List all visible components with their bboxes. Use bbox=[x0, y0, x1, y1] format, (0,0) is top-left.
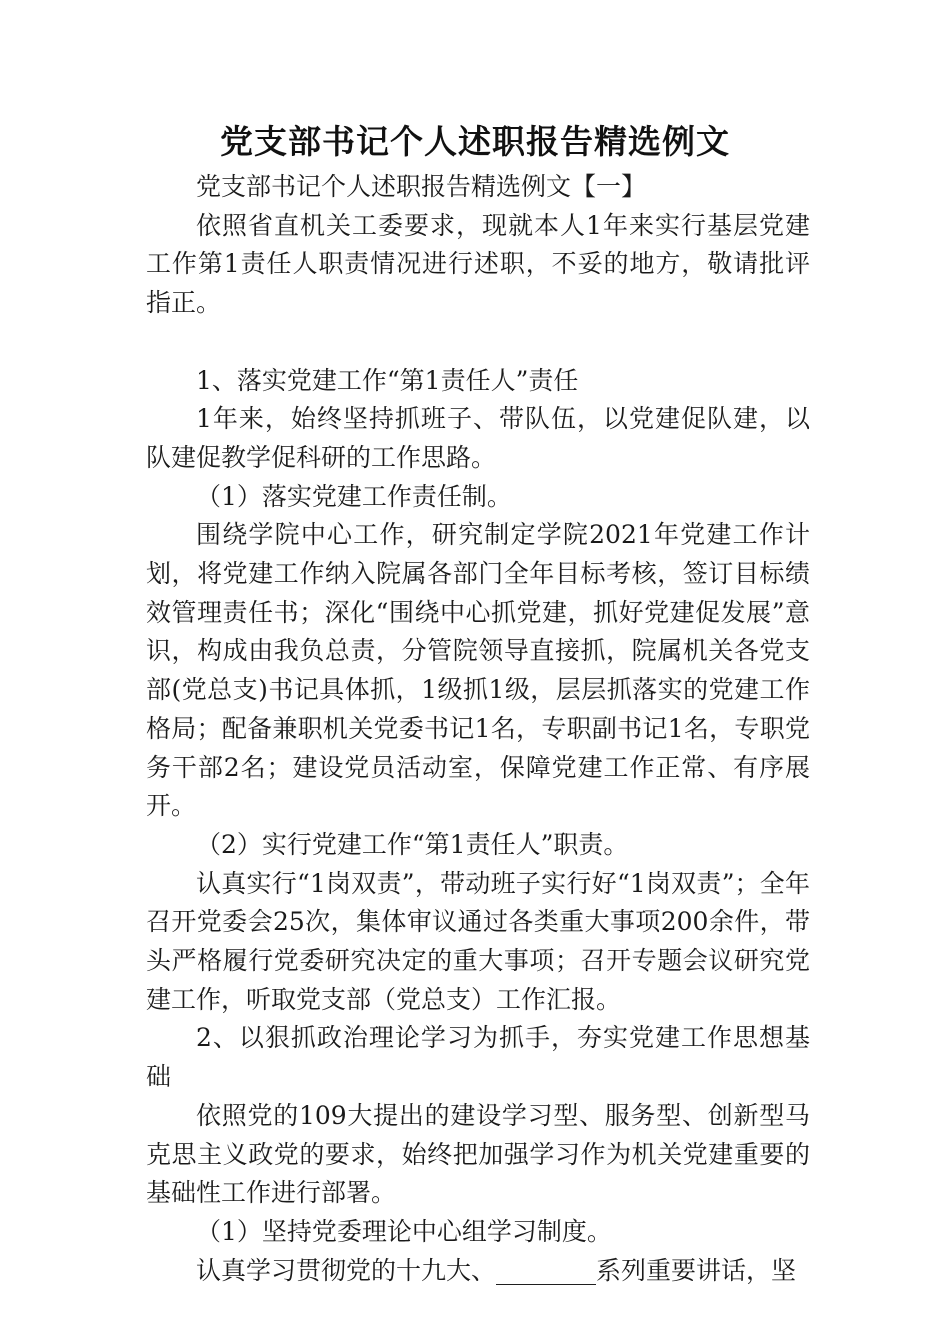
paragraph: 1年来，始终坚持抓班子、带队伍，以党建促队建，以队建促教学促科研的工作思路。 bbox=[146, 404, 810, 472]
paragraph: 2、以狠抓政治理论学习为抓手，夯实党建工作思想基础 bbox=[146, 1023, 810, 1092]
document-body bbox=[146, 168, 810, 1290]
paragraph: 围绕学院中心工作，研究制定学院2021年党建工作计划，将党建工作纳入院属各部门全年目标考核，签订目标绩效管理责任书；深化“围绕中心抓党建，抓好党建促发展”意识，构成由我负总责，分管院领导直接抓，院属机关各党支部(党总支)书记具体抓，1级抓1级，层层抓落实的党建工作格局；配备兼职机关党委书记1名，专职副书记1名，专职党务干部2名；建设党员活动室，保障党建工作正常、有序展开。 bbox=[146, 520, 810, 821]
paragraph: 认真实行“1岗双责”，带动班子实行好“1岗双责”；全年召开党委会25次，集体审议通过各类重大事项200余件，带头严格履行党委研究决定的重大事项；召开专题会议研究党建工作，听取党支部（党总支）工作汇报。 bbox=[146, 868, 810, 1014]
paragraph: 1、落实党建工作“第1责任人”责任 bbox=[196, 365, 579, 395]
paragraph: （1）落实党建工作责任制。 bbox=[196, 481, 512, 511]
paragraph: （2）实行党建工作“第1责任人”职责。 bbox=[196, 829, 629, 859]
paragraph: 依照党的109大提出的建设学习型、服务型、创新型马克思主义政党的要求，始终把加强学习作为机关党建重要的基础性工作进行部署。 bbox=[146, 1100, 810, 1208]
paragraph: （1）坚持党委理论中心组学习制度。 bbox=[196, 1216, 612, 1246]
document-title: 党支部书记个人述职报告精选例文 bbox=[220, 122, 730, 161]
paragraph: 依照省直机关工委要求，现就本人1年来实行基层党建工作第1责任人职责情况进行述职，不妥的地方，敬请批评指正。 bbox=[146, 210, 810, 318]
section-heading: 党支部书记个人述职报告精选例文【一】 bbox=[196, 172, 647, 201]
paragraph: 认真学习贯彻党的十九大、________系列重要讲话，坚 bbox=[196, 1255, 797, 1285]
blank-line bbox=[146, 323, 810, 362]
